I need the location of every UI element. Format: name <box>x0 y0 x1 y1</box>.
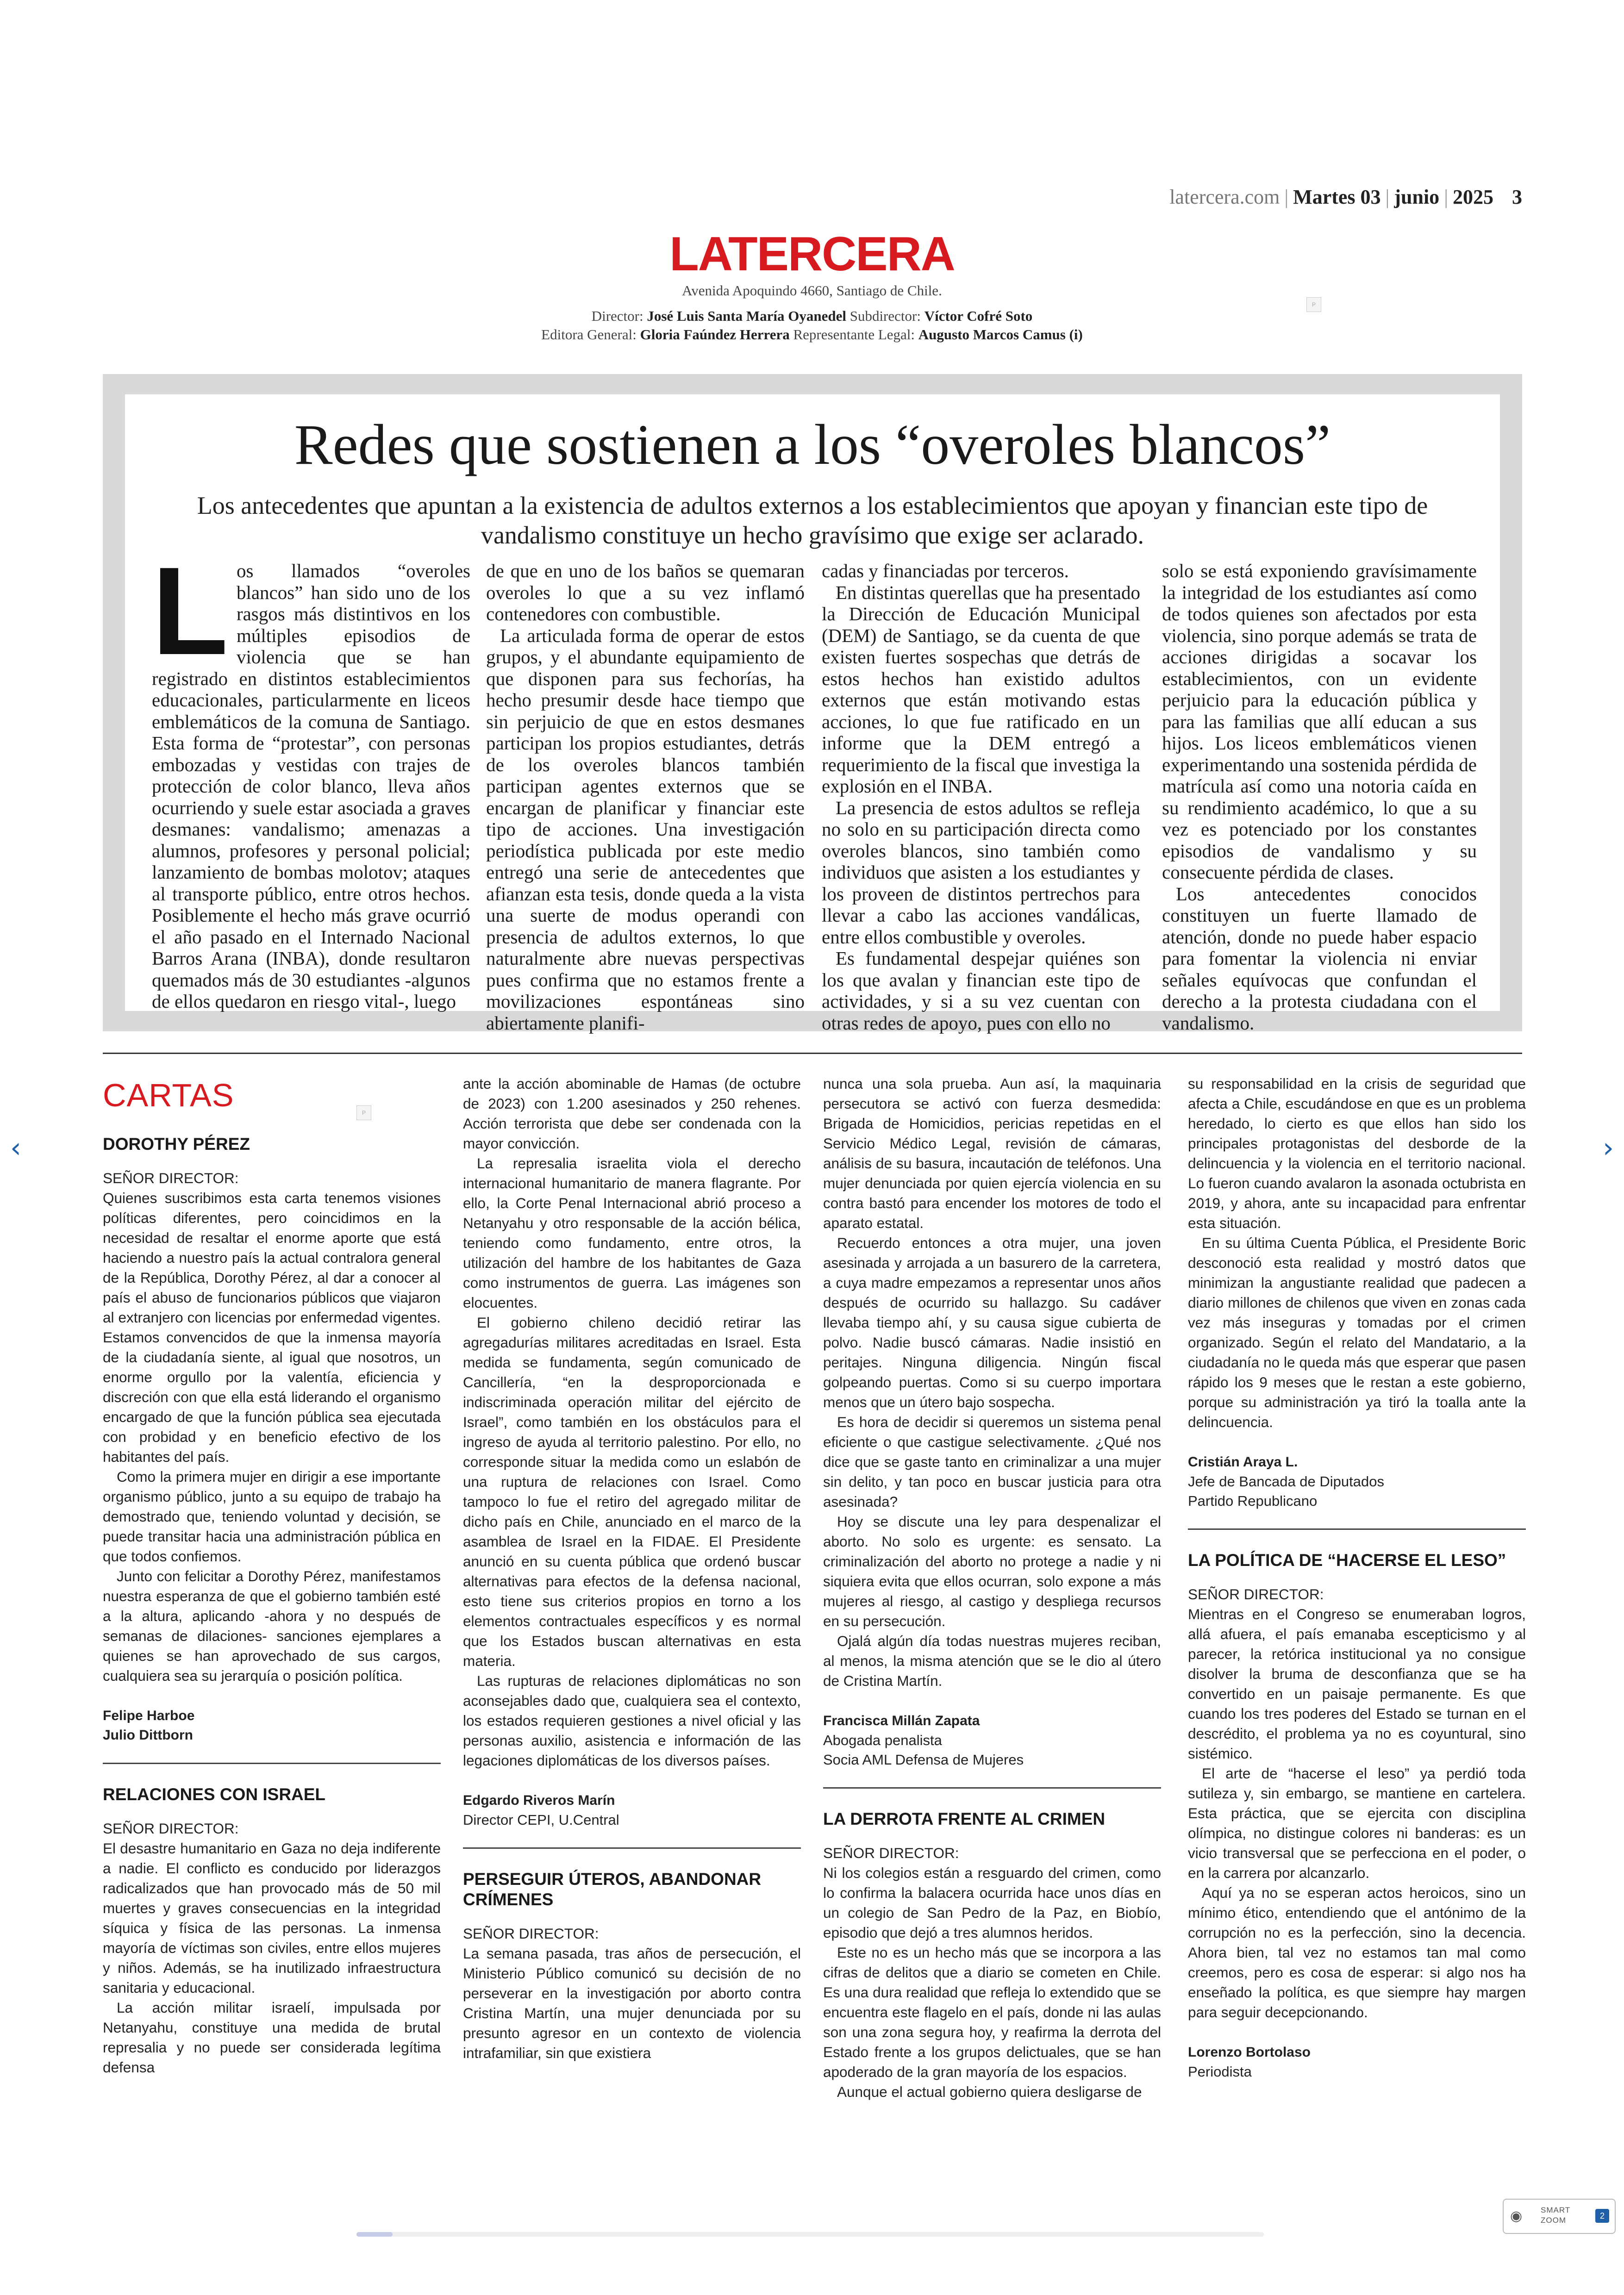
letters-column <box>823 1074 1161 2139</box>
editorial-title: Redes que sostienen a los “overoles blancos” <box>294 413 1331 476</box>
letters-column <box>103 1134 441 2199</box>
previous-page-icon[interactable]: ‹ <box>10 1132 21 1164</box>
letter-paragraph: su responsabilidad en la crisis de seguridad que afecta a Chile, escudándose en que es un problema heredado, lo cierto es que ellos han sido los principales protagonistas del desborde de la delincuencia y la violencia en el territorio nacional. Lo fueron cuando avalaron la asonada octubrista en 2019, y ahora, ante su incapacidad para enfrentar esta situación. <box>1188 1075 1526 1231</box>
letter-paragraph: Mientras en el Congreso se enumeraban logros, allá afuera, el país emanaba escepticismo y al parecer, la retórica institucional ya no consigue disolver la bruma de desconfianza que se ha convertido en un paisaje permanente. Es que cuando los tres poderes del Estado se turnan en el descrédito, el problema ya no es coyuntural, sino sistémico. <box>1188 1606 1526 1762</box>
page-progress-track[interactable] <box>356 2232 1264 2237</box>
letter-paragraph: Aquí ya no se esperan actos heroicos, sino un mínimo ético, entendiendo que el antónimo de la corrupción no es la perfección, sino la decencia. Ahora bien, tal vez no estamos tan mal como creemos, pero es cosa de esperar: si algo nos ha enseñado la política, es que siempre hay margen para seguir decepcionando. <box>1188 1884 1526 2021</box>
letter-divider <box>463 1847 801 1849</box>
letters-column <box>463 1074 801 2139</box>
editorial-column <box>822 560 1140 1034</box>
editorial-paragraph: cadas y financiadas por terceros. <box>822 560 1069 581</box>
marker-icon[interactable]: P <box>356 1105 371 1120</box>
letter-paragraph: El gobierno chileno decidió retirar las agregadurías militares acreditadas en Israel. Esta medida se fundamenta, según comunicado de Cancillería, “en la desproporcionada e indiscriminada operación militar del ejército de Israel”, como también en los obstáculos para el ingreso de ayuda al territorio palestino. Por ello, no corresponde situar la medida como un eslabón de una ruptura de relaciones con Israel. Como tampoco lo fue el retiro del agregado militar de dicho país en Chile, anunciado en el marco de la asamblea de Israel en la FIDAE. El Presidente anunció en su cuenta pública que ordenó buscar alternativas para efectos de la defensa nacional, esto tiene sus criterios propios en torno a los elementos contractuales específicos y es normal que los Estados buscan alternativas en esta materia. <box>463 1314 801 1669</box>
smart-zoom-line: SMART <box>1541 2206 1571 2214</box>
letter-signature: Francisca Millán Zapata <box>823 1713 980 1728</box>
letter-salutation: SEÑOR DIRECTOR: <box>463 1925 599 1942</box>
letter-heading: DOROTHY PÉREZ <box>103 1135 250 1154</box>
letter-signature: Lorenzo Bortolaso <box>1188 2045 1311 2060</box>
letter-heading: PERSEGUIR ÚTEROS, ABANDONAR CRÍMENES <box>463 1870 762 1909</box>
spacer <box>1188 1432 1526 1453</box>
letter-paragraph: Hoy se discute una ley para despenalizar el aborto. No solo es urgente: es sensato. La criminalización del aborto no protege a nadie y ni siquiera evita que ellos ocurran, solo expone a más mujeres al riesgo, al castigo y despliega recursos en su persecución. <box>823 1513 1161 1629</box>
letter-paragraph: Este no es un hecho más que se incorpora a las cifras de delitos que a diario se cometen en Chile. Es una dura realidad que refleja lo extendido que se encuentra este flagelo en el país, donde ni las aulas son una zona segura hoy, y reafirma la derrota del Estado frente a los grupos delictuales, que se han apoderado de la gran mayoría de los espacios. <box>823 1944 1161 2080</box>
editorial-paragraph: En distintas querellas que ha presentado la Dirección de Educación Municipal (DEM) de Santiago, se da cuenta de que existen fuertes sospechas que detrás de estos hechos han existido adultos externos que están motivando estas acciones, lo que fue ratificado en un informe que la DEM entregó a requerimiento de la fiscal que investiga la explosión en el INBA. <box>822 581 1140 797</box>
subdirector-label: Subdirector: <box>849 308 921 324</box>
letter-paragraph: La represalia israelita viola el derecho internacional humanitario de manera flagrante. Por ello, la Corte Penal Internacional abrió proceso a Netanyahu y otro responsable de la acción bélica, teniendo como fundamento, entre otros, la utilización del hambre de los habitantes de Gaza como instrumentos de guerra. Las imágenes son elocuentes. <box>463 1155 801 1311</box>
eye-icon: ◉ <box>1510 2208 1523 2224</box>
letter-paragraph: Como la primera mujer en dirigir a ese importante organismo público, junto a su equipo de trabajo ha demostrado que, teniendo voluntad y decisión, se puede transitar hacia una administración pública en que todos confiemos. <box>103 1468 441 1565</box>
smart-zoom-count: 2 <box>1595 2209 1609 2223</box>
subdirector-name: Víctor Cofré Soto <box>924 308 1033 324</box>
editorial-paragraph: La presencia de estos adultos se refleja no solo en su participación directa como overoles blancos, sino también como individuos que asisten a los estudiantes y los proveen de distintos pertrechos para llevar a cabo las acciones vandálicas, entre ellos combustible y overoles. <box>822 797 1140 948</box>
cartas-section-title: CARTAS <box>103 1077 234 1113</box>
smart-zoom-line: ZOOM <box>1541 2216 1566 2225</box>
letter-divider <box>103 1763 441 1764</box>
letter-signature: Edgardo Riveros Marín <box>463 1793 615 1808</box>
newspaper-logo: LATERCERA <box>669 227 955 281</box>
letter-paragraph: Junto con felicitar a Dorothy Pérez, manifestamos nuestra esperanza de que el gobierno también esté a la altura, aplicando -ahora y no después de semanas de dilaciones- sanciones ejemplares a quienes se han aprovechado de sus cargos, cualquiera sea su jerarquía o posición política. <box>103 1568 441 1684</box>
letter-role: Director CEPI, U.Central <box>463 1812 619 1828</box>
editorial-paragraph: Los antecedentes conocidos constituyen un fuerte llamado de atención, donde no puede haber espacio para fomentar la violencia ni enviar señales equívocas que confundan el derecho a la protesta ciudadana con el vandalismo. <box>1162 883 1477 1034</box>
director-name: José Luis Santa María Oyanedel <box>647 308 846 324</box>
letter-role: Socia AML Defensa de Mujeres <box>823 1752 1024 1768</box>
masthead-address: Avenida Apoquindo 4660, Santiago de Chile. <box>682 282 942 299</box>
letter-paragraph: La semana pasada, tras años de persecución, el Ministerio Público comunicó su decisión de no perseverar en la investigación por aborto contra Cristina Martín, una mujer denunciada por su presunto agresor en un contexto de violencia intrafamiliar, sin que existiera <box>463 1945 801 2061</box>
header-separator: | <box>1284 186 1289 208</box>
letter-paragraph: ante la acción abominable de Hamas (de octubre de 2023) con 1.200 asesinados y 250 rehenes. Acción terrorista que debe ser condenada con la mayor convicción. <box>463 1075 801 1152</box>
smart-zoom-button[interactable] <box>1503 2199 1616 2234</box>
letter-heading: LA POLÍTICA DE “HACERSE EL LESO” <box>1188 1551 1506 1570</box>
masthead-directors <box>0 308 1624 324</box>
editorial-paragraph: os llamados “overoles blancos” han sido uno de los rasgos más distintivos en los múltiples episodios de violencia que se han registrado en distintos establecimientos educacionales, particularmente en liceos emblemáticos de la comuna de Santiago. Esta forma de “protestar”, con personas embozadas y vestidas con trajes de protección de color blanco, lleva años ocurriendo y suele estar asociada a graves desmanes: vandalismo; amenazas a alumnos, profesores y personal policial; lanzamiento de bombas molotov; ataques al transporte público, entre otros hechos. Posiblemente el hecho más grave ocurrió el año pasado en el Internado Nacional Barros Arana (INBA), donde resultaron quemados más de 30 estudiantes -algunos de ellos quedaron en riesgo vital-, luego <box>152 560 470 1012</box>
spacer <box>1188 2022 1526 2043</box>
letter-paragraph: Las rupturas de relaciones diplomáticas no son aconsejables dado que, cualquiera sea el contexto, los estados requieren gestiones a nivel oficial y las personas auxilio, asistencia e información de las legaciones diplomáticas de los diversos países. <box>463 1672 801 1769</box>
letter-signature: Julio Dittborn <box>103 1727 193 1743</box>
editora-name: Gloria Faúndez Herrera <box>640 326 790 343</box>
next-page-icon[interactable]: › <box>1603 1132 1614 1164</box>
section-divider <box>103 1053 1522 1054</box>
marker-icon[interactable]: P <box>1306 297 1321 312</box>
letter-role: Abogada penalista <box>823 1732 942 1748</box>
letter-paragraph: Ni los colegios están a resguardo del crimen, como lo confirma la balacera ocurrida hace unos días en un colegio de San Pedro de la Paz, en Biobío, episodio que dejó a tres alumnos heridos. <box>823 1865 1161 1941</box>
drop-cap: L <box>152 542 228 681</box>
editorial-paragraph: La articulada forma de operar de estos grupos, y el abundante equipamiento de que disponen para sus fechorías, ha hecho presumir desde hace tiempo que sin perjuicio de que en estos desmanes participan los propios estudiantes, detrás de los overoles blancos también participan agentes externos que se encargan de planificar y financiar este tipo de acciones. Una investigación periodística publicada por este medio entregó una serie de antecedentes que afianzan esta tesis, donde queda a la vista una suerte de modus operandi con presencia de adultos externos, lo que naturalmente abre nuevas perspectivas pues confirma que no estamos frente a movilizaciones espontáneas sino abiertamente planifi- <box>486 624 805 1034</box>
letter-paragraph: La acción militar israelí, impulsada por Netanyahu, constituye una medida de brutal represalia y no puede ser considerada legítima defensa <box>103 1999 441 2076</box>
letter-paragraph: nunca una sola prueba. Aun así, la maquinaria persecutora se activó con fuerza desmedida: Brigada de Homicidios, pericias repetidas en el Servicio Médico Legal, revisión de cámaras, análisis de su basura, incautación de teléfonos. Una mujer denunciada por quien ejercía violencia en su contra bastó para encender los motores de todo el aparato estatal. <box>823 1075 1161 1231</box>
smart-zoom-label <box>1541 2205 1570 2226</box>
letter-paragraph: El desastre humanitario en Gaza no deja indiferente a nadie. El conflicto es conducido por liderazgos radicalizados que han provocado más de 50 mil muertes y graves consecuencias en la integridad síquica y física de las personas. La inmensa mayoría de víctimas son civiles, entre ellos mujeres y niños. Además, se ha inutilizado infraestructura sanitaria y educacional. <box>103 1840 441 1996</box>
letter-paragraph: En su última Cuenta Pública, el Presidente Boric desconoció esta realidad y mostró datos que minimizan la angustiante realidad que padecen a diario millones de chilenos que viven en zonas cada vez más inseguras y tomadas por el crimen organizado. Según el relato del Mandatario, a la ciudadanía no le queda más que esperar que pasen rápido los 9 meses que le restan a este gobierno, porque su administración ya tiró la toalla ante la delincuencia. <box>1188 1235 1526 1430</box>
editorial-column <box>1162 560 1477 1034</box>
header-day: Martes 03 <box>1293 186 1381 208</box>
header-month: junio <box>1394 186 1440 208</box>
letter-paragraph: El arte de “hacerse el leso” ya perdió toda sutileza y, sin embargo, se mantiene en cartelera. Esta práctica, que se ejercita con disciplina olímpica, no distingue colores ni banderas: es un vicio transversal que se perfecciona en el poder, o en la carrera por alcanzarlo. <box>1188 1765 1526 1881</box>
header-year: 2025 <box>1453 186 1493 208</box>
letter-role: Partido Republicano <box>1188 1493 1318 1509</box>
letter-signature: Felipe Harboe <box>103 1708 195 1723</box>
letter-heading: LA DERROTA FRENTE AL CRIMEN <box>823 1809 1106 1828</box>
director-label: Director: <box>591 308 643 324</box>
header-separator: | <box>1385 186 1390 208</box>
spacer <box>463 1771 801 1791</box>
editorial-subtitle: Los antecedentes que apuntan a la existencia de adultos externos a los establecimientos que apoyan y financian este tipo de vandalismo constituye un hecho gravísimo que exige ser aclarado. <box>197 492 1428 549</box>
masthead-editors <box>0 326 1624 343</box>
letter-salutation: SEÑOR DIRECTOR: <box>103 1820 239 1837</box>
letter-signature: Cristián Araya L. <box>1188 1454 1298 1470</box>
editorial-column <box>152 542 470 1012</box>
letter-role: Periodista <box>1188 2064 1252 2080</box>
letter-salutation: SEÑOR DIRECTOR: <box>823 1845 959 1861</box>
letters-column <box>1188 1074 1526 2139</box>
letter-divider <box>823 1787 1161 1789</box>
editorial-paragraph: solo se está exponiendo gravísimamente la integridad de los estudiantes así como de todos quienes son afectados por esta violencia, sino porque además se trata de acciones dirigidas a socavar los establecimientos, con un evidente perjuicio para la educación pública y para las familias que allí educan a sus hijos. Los liceos emblemáticos vienen experimentando una sostenida pérdida de matrícula así como una notoria caída en su rendimiento académico, lo que a su vez es potenciado por los constantes episodios de vandalismo y su consecuente pérdida de clases. <box>1162 560 1477 883</box>
letter-salutation: SEÑOR DIRECTOR: <box>1188 1586 1324 1603</box>
site-name[interactable]: latercera.com <box>1169 186 1280 208</box>
legal-label: Representante Legal: <box>793 326 915 343</box>
letter-heading: RELACIONES CON ISRAEL <box>103 1785 326 1804</box>
letter-role: Jefe de Bancada de Diputados <box>1188 1473 1384 1490</box>
spacer <box>103 1686 441 1706</box>
page-progress-fill <box>356 2232 393 2237</box>
header-separator: | <box>1444 186 1448 208</box>
letter-paragraph: Es hora de decidir si queremos un sistema penal eficiente o que castigue selectivamente. ¿Qué nos dice que se gaste tanto en criminalizar a una mujer sin delito, y tan poco en buscar justicia para otra asesinada? <box>823 1414 1161 1510</box>
page-number: 3 <box>1512 186 1522 208</box>
spacer <box>823 1691 1161 1711</box>
letter-paragraph: Quienes suscribimos esta carta tenemos visiones políticas diferentes, pero coincidimos en la necesidad de resaltar el enorme aporte que está haciendo a nuestro país la actual contralora general de la República, Dorothy Pérez, al dar a conocer al país el abuso de funcionarios públicos que viajaron al extranjero con licencias por enfermedad vigentes. Estamos convencidos de que la inmensa mayoría de la ciudadanía siente, al igual que nosotros, un enorme orgullo por la valentía, eficiencia y discreción con que ella está liderando el organismo encargado de que la función pública sea ejecutada con probidad y en beneficio efectivo de los habitantes del país. <box>103 1190 441 1465</box>
letter-salutation: SEÑOR DIRECTOR: <box>103 1170 239 1186</box>
legal-name: Augusto Marcos Camus (i) <box>918 326 1083 343</box>
editorial-column <box>486 560 805 1034</box>
letter-paragraph: Aunque el actual gobierno quiera desligarse de <box>837 2083 1142 2100</box>
letter-divider <box>1188 1528 1526 1530</box>
letter-paragraph: Ojalá algún día todas nuestras mujeres reciban, al menos, la misma atención que se le dio al útero de Cristina Martín. <box>823 1633 1161 1689</box>
editorial-paragraph: de que en uno de los baños se quemaran overoles lo que a su vez inflamó contenedores con combustible. <box>486 560 805 624</box>
editorial-paragraph: Es fundamental despejar quiénes son los que avalan y financian este tipo de actividades, y si a su vez cuentan con otras redes de apoyo, pues con ello no <box>822 948 1140 1034</box>
page-header-line <box>1169 185 1522 209</box>
editora-label: Editora General: <box>541 326 637 343</box>
letter-paragraph: Recuerdo entonces a otra mujer, una joven asesinada y arrojada a un basurero de la carretera, a cuya madre empezamos a representar unos años después de ocurrido su hallazgo. Su cadáver llevaba tiempo ahí, y su causa sigue cubierta de polvo. Nadie buscó cámaras. Nadie insistió en peritajes. Ninguna diligencia. Ningún fiscal golpeando puertas. Como si su cuerpo importara menos que un útero bajo sospecha. <box>823 1235 1161 1410</box>
